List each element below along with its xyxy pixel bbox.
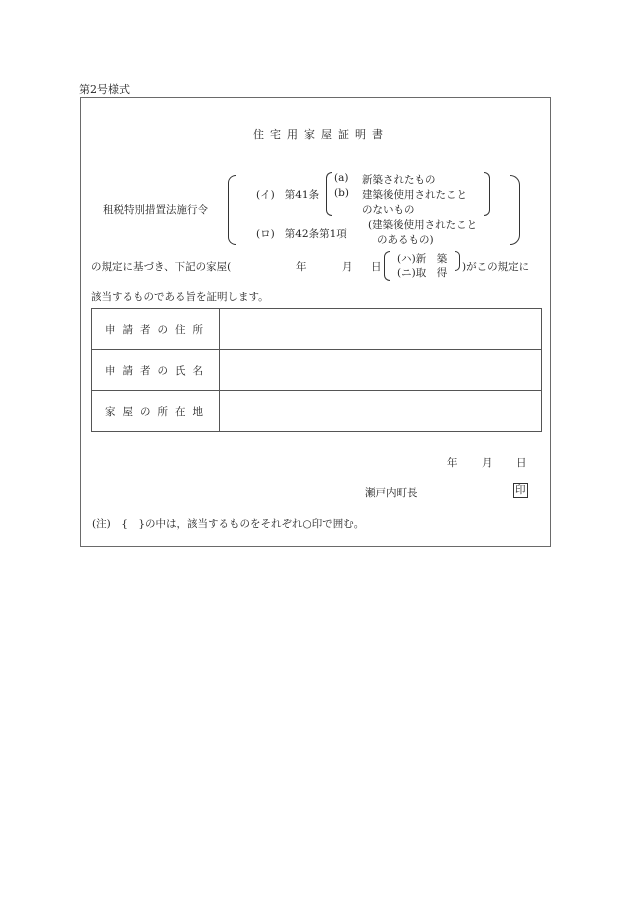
option-acquisition: (ニ)取 得 [397, 267, 448, 279]
table-row [92, 309, 542, 350]
applicant-address-label: 申請者の住所 [92, 309, 220, 350]
document-title: 住宅用家屋証明書 [253, 128, 389, 141]
item-ro-label: (ロ) [256, 228, 275, 240]
item-ro-article: 第42条第1項 [284, 228, 347, 240]
applicant-address-field[interactable] [220, 309, 542, 350]
issue-date-year: 年 [447, 457, 458, 469]
statement-line2: 該当するものである旨を証明します。 [91, 291, 269, 303]
sub-a-label: (a) [334, 172, 349, 184]
house-location-field[interactable] [220, 391, 542, 432]
applicant-info-table [91, 308, 542, 432]
seal-icon: 印 [515, 484, 526, 496]
left-brace-icon [228, 175, 236, 245]
sub-b-text-line2: のないもの [362, 204, 415, 216]
sub-b-label: (b) [334, 187, 349, 199]
item-i-label: (イ) [256, 189, 275, 201]
issuer-title: 瀬戸内町長 [365, 487, 418, 499]
statement-line1-start: の規定に基づき、下記の家屋( [91, 261, 232, 273]
item-i-article: 第41条 [284, 189, 320, 201]
option-new-build: (ハ)新 築 [397, 253, 448, 265]
applicant-name-field[interactable] [220, 350, 542, 391]
house-location-label: 家屋の所在地 [92, 391, 220, 432]
table-row [92, 350, 542, 391]
law-name: 租税特別措置法施行令 [103, 204, 208, 216]
statement-year: 年 [296, 261, 307, 273]
issue-date-day: 日 [516, 457, 527, 469]
item-ro-text-line1: (建築後使用されたこと [368, 219, 478, 231]
table-row [92, 391, 542, 432]
statement-line1-end: )がこの規定に [462, 261, 530, 273]
option-left-brace-icon [384, 251, 390, 281]
statement-month: 月 [342, 261, 353, 273]
sub-a-text: 新築されたもの [362, 174, 436, 186]
form-number-label: 第2号様式 [79, 83, 130, 96]
statement-day: 日 [371, 261, 382, 273]
inner-left-brace-icon [326, 172, 332, 216]
issue-date-month: 月 [482, 457, 493, 469]
right-brace-icon [510, 175, 520, 245]
applicant-name-label: 申請者の氏名 [92, 350, 220, 391]
sub-b-text-line1: 建築後使用されたこと [362, 189, 467, 201]
item-ro-text-line2: のあるもの) [377, 234, 434, 246]
option-right-brace-icon [455, 251, 460, 271]
inner-right-brace-icon [484, 172, 490, 216]
footnote: (注) { }の中は，該当するものをそれぞれ○印で囲む。 [92, 518, 365, 530]
item-i [256, 187, 319, 202]
item-ro [256, 226, 347, 241]
